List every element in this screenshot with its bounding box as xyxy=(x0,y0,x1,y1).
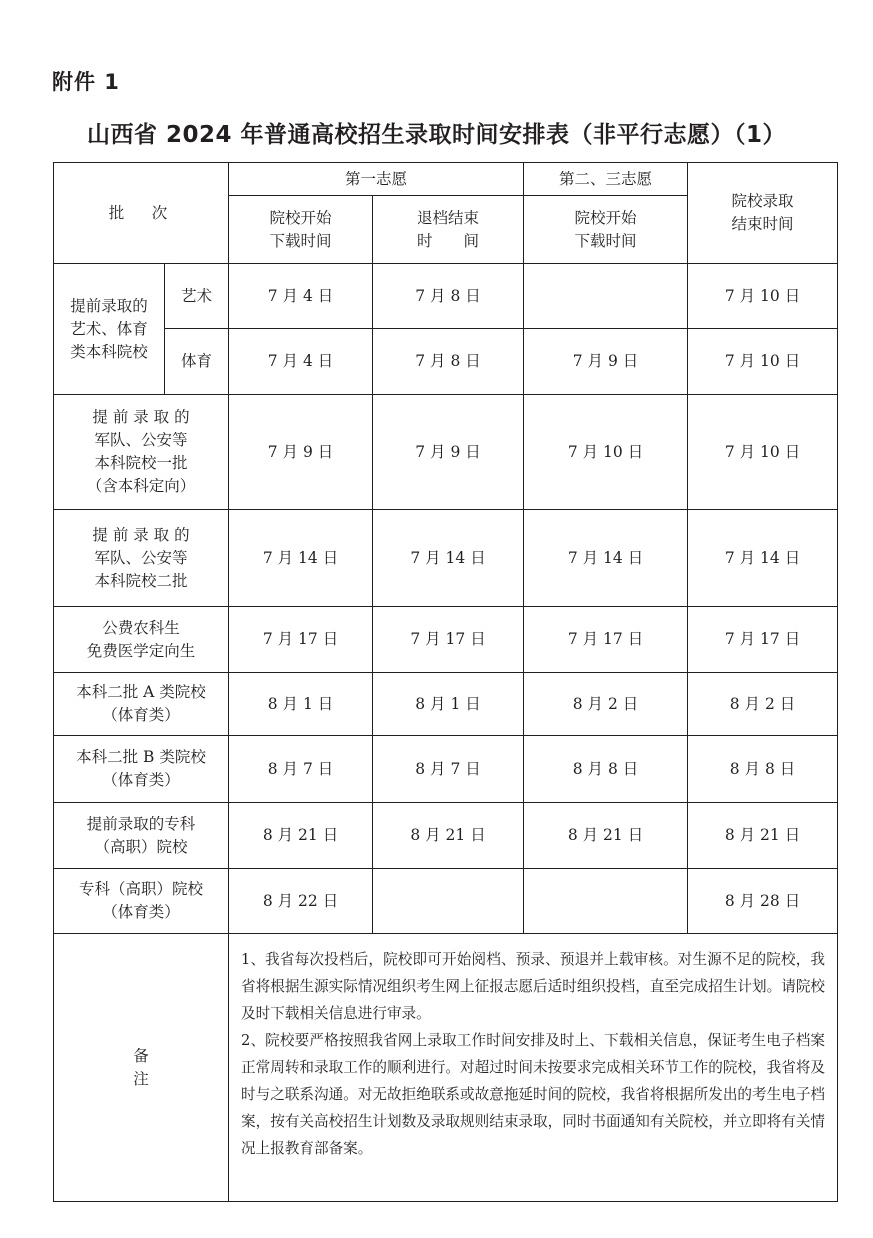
cell-first-start: 8 月 7 日 xyxy=(229,736,373,803)
cell-first-start: 7 月 9 日 xyxy=(229,395,373,510)
table-row xyxy=(54,510,838,607)
notes-label xyxy=(54,934,229,1202)
attachment-label: 附件 1 xyxy=(52,70,120,94)
cell-admission-end: 8 月 21 日 xyxy=(688,803,838,869)
label-line: （体育类） xyxy=(102,706,180,724)
cell-second-start: 8 月 2 日 xyxy=(524,673,688,736)
header-return-end-line2: 时 间 xyxy=(417,231,480,250)
header-return-end xyxy=(373,196,524,264)
header-return-end-line1: 退档结束 xyxy=(417,208,480,227)
cell-admission-end: 7 月 10 日 xyxy=(688,264,838,329)
notes-row xyxy=(54,934,838,1202)
cell-first-start: 7 月 17 日 xyxy=(229,607,373,673)
cell-admission-end: 8 月 28 日 xyxy=(688,869,838,934)
row-sublabel-sports: 体育 xyxy=(165,329,229,395)
row-label-military-batch1 xyxy=(54,395,229,510)
notes-label-bottom: 注 xyxy=(133,1069,149,1088)
cell-return-end: 8 月 7 日 xyxy=(373,736,524,803)
table-row xyxy=(54,264,838,329)
label-line: 类本科院校 xyxy=(70,342,148,361)
row-label-batch2-b xyxy=(54,736,229,803)
cell-return-end: 7 月 9 日 xyxy=(373,395,524,510)
cell-admission-end: 8 月 2 日 xyxy=(688,673,838,736)
cell-second-start: 7 月 10 日 xyxy=(524,395,688,510)
label-line: （高职）院校 xyxy=(94,837,188,856)
header-school-start-line1: 院校开始 xyxy=(269,208,332,227)
cell-first-start: 8 月 1 日 xyxy=(229,673,373,736)
cell-second-start: 7 月 14 日 xyxy=(524,510,688,607)
label-line: 军队、公安等 xyxy=(94,431,188,449)
cell-admission-end: 7 月 17 日 xyxy=(688,607,838,673)
cell-first-start: 7 月 4 日 xyxy=(229,264,373,329)
row-label-military-batch2 xyxy=(54,510,229,607)
table-row xyxy=(54,869,838,934)
admission-schedule-table xyxy=(53,162,838,1202)
table-row xyxy=(54,736,838,803)
cell-first-start: 8 月 22 日 xyxy=(229,869,373,934)
label-line: 公费农科生 xyxy=(102,618,180,637)
cell-second-start: 7 月 17 日 xyxy=(524,607,688,673)
cell-return-end: 8 月 1 日 xyxy=(373,673,524,736)
cell-first-start: 8 月 21 日 xyxy=(229,803,373,869)
notes-paragraph-1: 1、我省每次投档后，院校即可开始阅档、预录、预退并上载审核。对生源不足的院校，我省将根据生源实际情况组织考生网上征报志愿后适时组织投档，直至完成招生计划。请院校及时下载相关信息进行审录。 xyxy=(241,951,826,1022)
label-line: 免费医学定向生 xyxy=(86,641,196,660)
label-line: 提前录取的 xyxy=(70,296,148,315)
cell-second-start: 8 月 8 日 xyxy=(524,736,688,803)
label-line: （体育类） xyxy=(102,903,180,921)
cell-return-end: 7 月 8 日 xyxy=(373,264,524,329)
header-admission-end-line1: 院校录取 xyxy=(731,192,794,210)
header-second-start-line2: 下载时间 xyxy=(574,231,637,250)
notes-label-top: 备 xyxy=(133,1046,149,1065)
cell-first-start: 7 月 4 日 xyxy=(229,329,373,395)
page-title: 山西省 2024 年普通高校招生录取时间安排表（非平行志愿）（1） xyxy=(86,122,787,148)
row-label-early-vocational xyxy=(54,803,229,869)
label-line: 提 前 录 取 的 xyxy=(92,525,190,544)
cell-second-start: 8 月 21 日 xyxy=(524,803,688,869)
header-second-start-line1: 院校开始 xyxy=(574,208,637,227)
row-label-batch2-a xyxy=(54,673,229,736)
header-school-start-download xyxy=(229,196,373,264)
row-label-early-art-sports xyxy=(54,264,165,395)
label-line: （体育类） xyxy=(102,771,180,789)
header-second-start-download xyxy=(524,196,688,264)
cell-return-end: 7 月 17 日 xyxy=(373,607,524,673)
label-line: 本科二批 B 类院校 xyxy=(76,748,206,766)
header-batch: 批 次 xyxy=(54,163,229,264)
label-line: 本科院校一批 xyxy=(94,454,188,472)
header-admission-end-line2: 结束时间 xyxy=(731,215,794,233)
notes-paragraph-2: 2、院校要严格按照我省网上录取工作时间安排及时上、下载相关信息，保证考生电子档案正常周转和录取工作的顺利进行。对超过时间未按要求完成相关环节工作的院校，我省将及时与之联系沟通。对无故拒绝联系或故意拖延时间的院校，我省将根据所发出的考生电子档案，按有关高校招生计划数及录取规则结束录取，同时书面通知有关院校，并立即将有关情况上报教育部备案。 xyxy=(241,1032,826,1157)
notes-content xyxy=(229,934,838,1202)
label-line: 本科二批 A 类院校 xyxy=(76,683,206,701)
header-school-start-line2: 下载时间 xyxy=(269,231,332,250)
row-label-agri-medical xyxy=(54,607,229,673)
cell-second-start xyxy=(524,869,688,934)
cell-second-start: 7 月 9 日 xyxy=(524,329,688,395)
cell-first-start: 7 月 14 日 xyxy=(229,510,373,607)
row-label-vocational-sports xyxy=(54,869,229,934)
header-first-choice: 第一志愿 xyxy=(229,163,524,196)
table-row xyxy=(54,329,838,395)
cell-admission-end: 8 月 8 日 xyxy=(688,736,838,803)
label-line: 提前录取的专科 xyxy=(86,814,196,833)
table-row xyxy=(54,395,838,510)
label-line: （含本科定向） xyxy=(86,477,196,495)
label-line: 军队、公安等 xyxy=(94,548,188,567)
cell-admission-end: 7 月 10 日 xyxy=(688,329,838,395)
header-admission-end xyxy=(688,163,838,264)
cell-return-end: 7 月 8 日 xyxy=(373,329,524,395)
label-line: 提 前 录 取 的 xyxy=(92,408,190,426)
label-line: 艺术、体育 xyxy=(70,319,148,338)
header-row-1 xyxy=(54,163,838,196)
row-sublabel-art: 艺术 xyxy=(165,264,229,329)
table-row xyxy=(54,803,838,869)
cell-admission-end: 7 月 10 日 xyxy=(688,395,838,510)
label-line: 专科（高职）院校 xyxy=(79,880,204,898)
table-row xyxy=(54,673,838,736)
table-row xyxy=(54,607,838,673)
cell-return-end xyxy=(373,869,524,934)
cell-second-start xyxy=(524,264,688,329)
cell-return-end: 7 月 14 日 xyxy=(373,510,524,607)
cell-admission-end: 7 月 14 日 xyxy=(688,510,838,607)
header-second-third-choice: 第二、三志愿 xyxy=(524,163,688,196)
cell-return-end: 8 月 21 日 xyxy=(373,803,524,869)
label-line: 本科院校二批 xyxy=(94,571,188,590)
